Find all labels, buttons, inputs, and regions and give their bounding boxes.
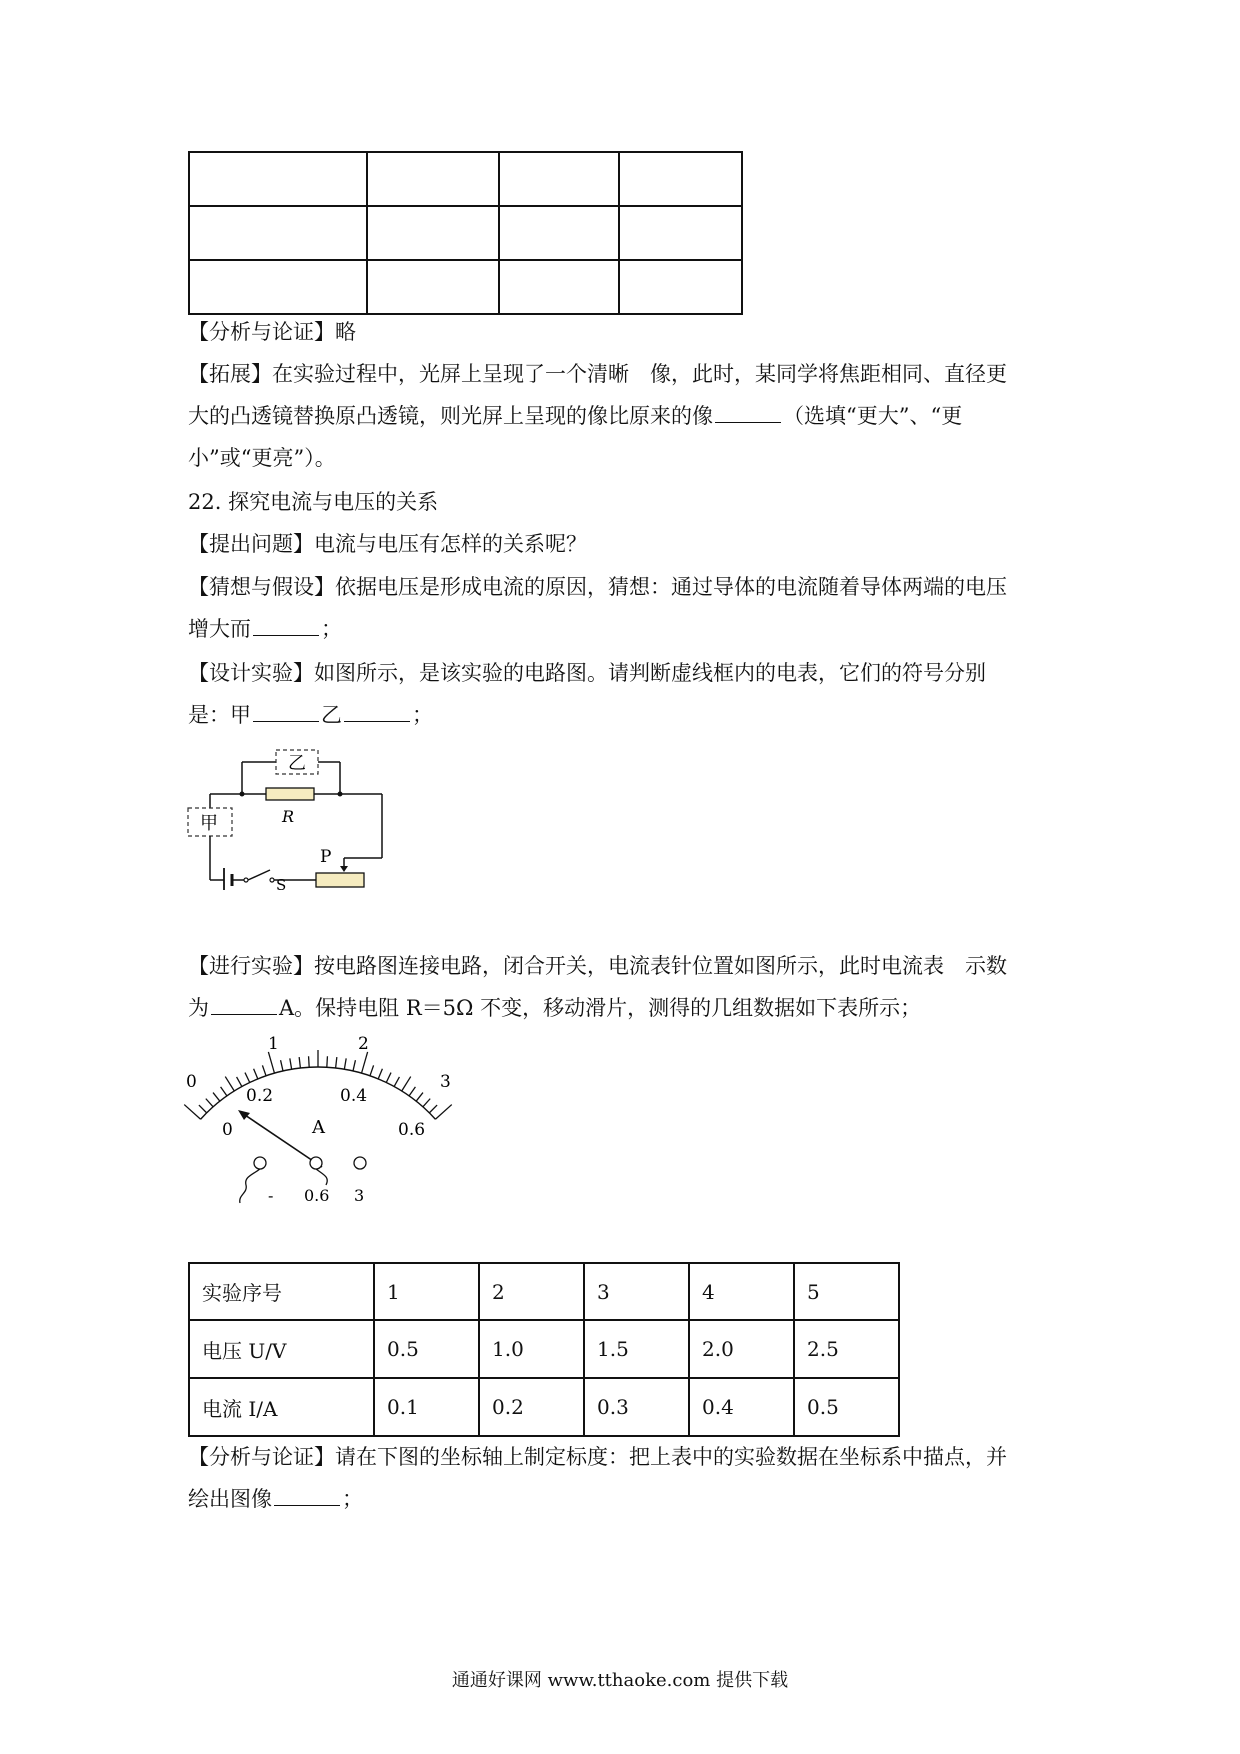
dial-tick (184, 1105, 200, 1120)
analysis-text-b: ； (342, 1487, 363, 1511)
terminal-label-0-6: 0.6 (304, 1186, 330, 1205)
switch-label: S (276, 876, 287, 890)
table-cell: 1.0 (479, 1320, 584, 1378)
table-cell: 0.5 (374, 1320, 479, 1378)
meter-label-jia: 甲 (200, 813, 218, 834)
switch (248, 870, 270, 880)
ammeter-needle (242, 1113, 322, 1167)
extension-line-2 (188, 402, 962, 430)
table-cell (619, 152, 742, 206)
experiment-text-a: 为 (188, 996, 209, 1020)
extension-line-3: 小”或“更亮”）。 (188, 446, 336, 470)
design-line-2 (188, 701, 433, 729)
dial-tick (225, 1077, 234, 1091)
analysis-line-1: 【分析与论证】请在下图的坐标轴上制定标度：把上表中的实验数据在坐标系中描点，并 (188, 1445, 1007, 1469)
dial-tick (206, 1099, 213, 1107)
dial-tick (299, 1057, 300, 1068)
dial-tick (290, 1058, 292, 1069)
circuit-diagram (180, 740, 410, 890)
table-cell (619, 206, 742, 260)
experiment-line-2 (188, 994, 921, 1022)
top-scale-2: 2 (358, 1034, 369, 1054)
dial-ticks (184, 1050, 452, 1119)
header-cell: 2 (479, 1263, 584, 1320)
table-cell: 2.0 (689, 1320, 794, 1378)
hypothesis-line-1: 【猜想与假设】依据电压是形成电流的原因，猜想：通过导体的电流随着导体两端的电压 (188, 575, 1007, 599)
design-line-1: 【设计实验】如图所示，是该实验的电路图。请判断虚线框内的电表，它们的符号分别 (188, 661, 986, 685)
header-cell: 实验序号 (189, 1263, 374, 1320)
dial-tick (402, 1077, 411, 1091)
top-scale-1: 1 (268, 1034, 279, 1054)
dial-tick (237, 1077, 242, 1087)
table-cell (499, 206, 619, 260)
table-cell: 0.5 (794, 1378, 899, 1436)
analysis-text-a: 绘出图像 (188, 1487, 272, 1511)
dial-tick (262, 1065, 266, 1075)
answer-blank[interactable] (715, 402, 781, 423)
header-cell: 1 (374, 1263, 479, 1320)
table-row (189, 1263, 899, 1320)
dial-tick (353, 1060, 355, 1071)
table-row (189, 1378, 899, 1436)
dial-tick (429, 1105, 437, 1113)
table-cell (367, 206, 499, 260)
dial-tick (423, 1099, 430, 1107)
data-table (188, 1262, 900, 1437)
bottom-scale-3: 0.6 (398, 1120, 426, 1140)
top-scale-3: 3 (440, 1072, 451, 1092)
experiment-text-b: A。保持电阻 R＝5Ω 不变，移动滑片，测得的几组数据如下表所示； (279, 996, 922, 1020)
dial-tick (362, 1052, 368, 1073)
ammeter-dial (180, 1025, 470, 1210)
ask-question: 【提出问题】电流与电压有怎样的关系呢？ (188, 532, 587, 556)
header-cell: 5 (794, 1263, 899, 1320)
answer-blank[interactable] (274, 1485, 340, 1506)
table-cell: 0.3 (584, 1378, 689, 1436)
extension-text-a: 大的凸透镜替换原凸透镜，则光屏上呈现的像比原来的像 (188, 404, 713, 428)
header-cell: 4 (689, 1263, 794, 1320)
answer-blank[interactable] (253, 701, 319, 722)
dial-tick (336, 1057, 337, 1068)
dial-tick (409, 1087, 415, 1096)
answer-blank[interactable] (253, 615, 319, 636)
table-cell (367, 260, 499, 314)
ammeter-unit: A (312, 1117, 325, 1138)
table-cell: 0.2 (479, 1378, 584, 1436)
extension-text-b: （选填“更大”、“更 (783, 404, 963, 428)
meter-label-yi: 乙 (288, 753, 306, 774)
dial-tick (416, 1093, 423, 1102)
dial-tick (213, 1093, 220, 1102)
bottom-scale-2: 0.4 (340, 1086, 368, 1106)
dial-tick (254, 1069, 258, 1079)
table-row (189, 1320, 899, 1378)
answer-blank[interactable] (344, 701, 410, 722)
row-label: 电流 I/A (189, 1378, 374, 1436)
dial-tick (378, 1069, 382, 1079)
resistor (266, 788, 314, 800)
question-title: 22. 探究电流与电压的关系 (188, 490, 439, 514)
page-footer: 通通好课网 www.tthaoke.com 提供下载 (451, 1670, 789, 1691)
dial-tick (394, 1077, 399, 1087)
dial-tick (370, 1065, 374, 1075)
dial-tick (344, 1058, 346, 1069)
resistor-label: R (282, 807, 295, 826)
empty-table (188, 151, 743, 315)
bottom-scale-0: 0 (222, 1120, 233, 1140)
dial-tick (221, 1087, 227, 1096)
dial-tick (281, 1060, 283, 1071)
dial-tick (199, 1105, 207, 1113)
table-cell (499, 260, 619, 314)
hypothesis-text-a: 增大而 (188, 617, 251, 641)
table-cell: 0.4 (689, 1378, 794, 1436)
experiment-line-1: 【进行实验】按电路图连接电路，闭合开关，电流表针位置如图所示，此时电流表 示数 (188, 954, 1007, 978)
dial-tick (309, 1056, 310, 1067)
dial-tick (327, 1056, 328, 1067)
answer-blank[interactable] (211, 994, 277, 1015)
table-cell (189, 260, 367, 314)
row-label: 电压 U/V (189, 1320, 374, 1378)
analysis-line-2 (188, 1485, 363, 1513)
extension-line-1: 【拓展】在实验过程中，光屏上呈现了一个清晰 像，此时，某同学将焦距相同、直径更 (188, 362, 1007, 386)
table-cell: 1.5 (584, 1320, 689, 1378)
analysis-brief: 【分析与论证】略 (188, 320, 356, 344)
dial-arc (201, 1067, 436, 1119)
design-text-a: 是：甲 (188, 703, 251, 727)
terminal-3 (354, 1157, 366, 1169)
terminal-label-3: 3 (354, 1186, 365, 1205)
rheostat (316, 873, 364, 887)
design-text-b: 乙 (321, 703, 342, 727)
terminal-0-6 (310, 1157, 322, 1169)
table-cell (189, 152, 367, 206)
design-text-c: ； (412, 703, 433, 727)
top-scale-0: 0 (186, 1072, 197, 1092)
table-cell (367, 152, 499, 206)
terminal-negative (254, 1157, 266, 1169)
table-cell (619, 260, 742, 314)
hypothesis-text-b: ； (321, 617, 342, 641)
dial-tick (435, 1105, 451, 1120)
table-cell (189, 206, 367, 260)
dial-tick (386, 1073, 391, 1083)
dial-tick (245, 1073, 250, 1083)
table-cell: 2.5 (794, 1320, 899, 1378)
bottom-scale-1: 0.2 (246, 1086, 274, 1106)
terminal-label-neg: - (268, 1186, 274, 1205)
dial-tick (268, 1052, 274, 1073)
hypothesis-line-2 (188, 615, 342, 643)
table-cell: 0.1 (374, 1378, 479, 1436)
table-cell (499, 152, 619, 206)
header-cell: 3 (584, 1263, 689, 1320)
slider-label: P (320, 847, 332, 867)
